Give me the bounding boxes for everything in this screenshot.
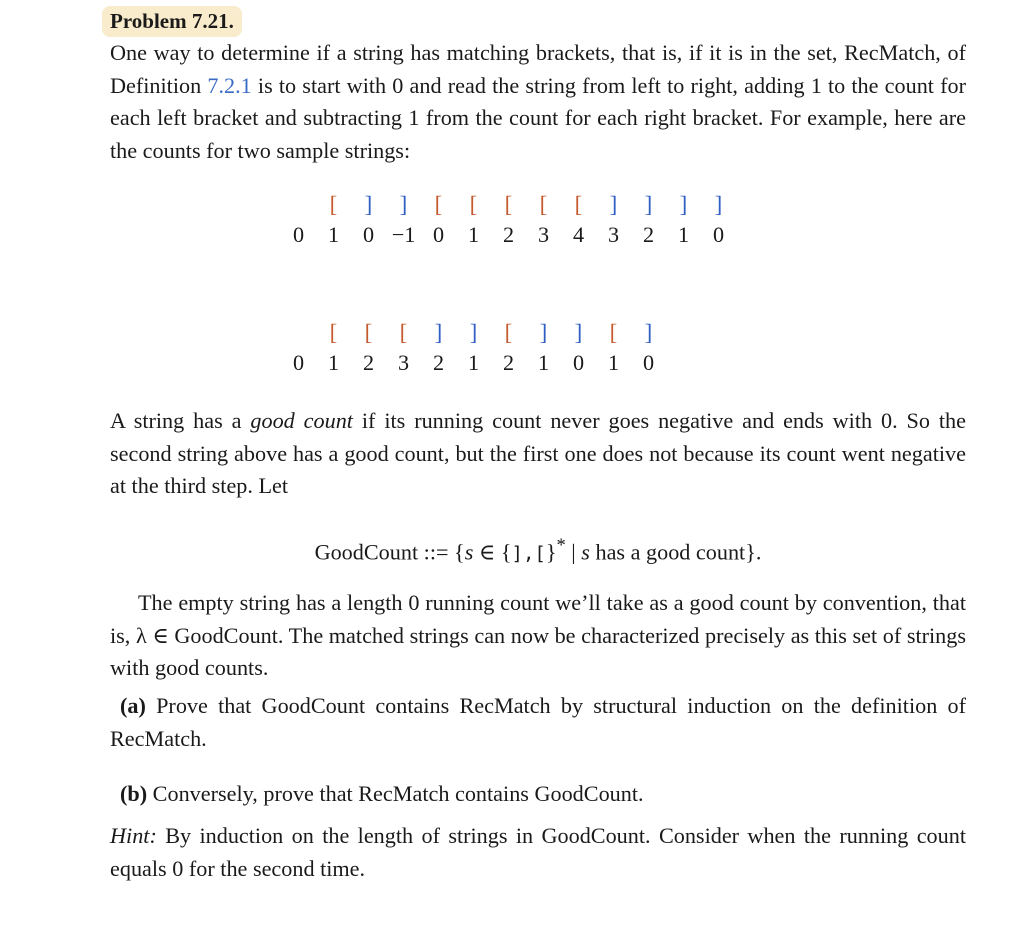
part-b <box>110 778 966 811</box>
running-count: 1 <box>467 222 480 247</box>
left-bracket: [ <box>469 192 478 217</box>
right-bracket: ] <box>679 192 688 217</box>
example-2-table <box>281 318 666 378</box>
running-count: 0 <box>292 222 305 247</box>
count-column <box>596 318 631 378</box>
count-column <box>351 318 386 378</box>
count-column <box>281 190 316 250</box>
running-count: 4 <box>572 222 585 247</box>
right-bracket: ] <box>539 320 548 345</box>
formula-rhs: has a good count}. <box>589 539 762 565</box>
intro-paragraph <box>110 37 966 167</box>
count-column <box>456 190 491 250</box>
left-bracket: [ <box>364 320 373 345</box>
formula-star: * <box>556 536 566 556</box>
formula-lhs: GoodCount ::= { <box>314 539 465 565</box>
count-column <box>596 190 631 250</box>
right-bracket: ] <box>609 192 618 217</box>
example-1-table <box>281 190 736 250</box>
running-count: 1 <box>677 222 690 247</box>
running-count: 3 <box>397 350 410 375</box>
right-bracket: ] <box>399 192 408 217</box>
left-bracket: [ <box>399 320 408 345</box>
count-column <box>386 190 421 250</box>
left-bracket: [ <box>434 192 443 217</box>
running-count: 1 <box>537 350 550 375</box>
running-count: 1 <box>467 350 480 375</box>
part-b-label: (b) <box>120 781 148 806</box>
part-a <box>110 690 966 755</box>
count-column <box>701 190 736 250</box>
count-column <box>526 318 561 378</box>
running-count: 0 <box>712 222 725 247</box>
count-column <box>281 318 316 378</box>
right-bracket: ] <box>434 320 443 345</box>
count-column <box>351 190 386 250</box>
left-bracket: [ <box>574 192 583 217</box>
formula-var-s: s <box>464 539 474 565</box>
count-column <box>561 190 596 250</box>
right-bracket: ] <box>364 192 373 217</box>
good-count-text-2: if its running count never goes negative and ends with 0. So the second string above has a good count, but the first one does not because its count went negative at the third step. Let <box>110 408 966 498</box>
formula-elem: ∈ { <box>473 539 512 565</box>
count-column <box>526 190 561 250</box>
problem-heading: Problem 7.21. <box>102 6 242 37</box>
running-count: 1 <box>327 222 340 247</box>
count-column <box>491 318 526 378</box>
right-bracket: ] <box>469 320 478 345</box>
left-bracket: [ <box>504 320 513 345</box>
count-column <box>316 318 351 378</box>
left-bracket: [ <box>329 192 338 217</box>
count-column <box>631 318 666 378</box>
count-column <box>421 190 456 250</box>
right-bracket: ] <box>644 320 653 345</box>
left-bracket: [ <box>539 192 548 217</box>
running-count: 2 <box>432 350 445 375</box>
running-count: 2 <box>362 350 375 375</box>
formula-close: } <box>545 539 557 565</box>
right-bracket: ] <box>574 320 583 345</box>
intro-text-1: One way to determine if a string has matching brackets, that is, if it is in the set, RecMatch, of Definition <box>110 40 966 98</box>
running-count: −1 <box>391 222 416 247</box>
count-column <box>421 318 456 378</box>
left-bracket: [ <box>609 320 618 345</box>
part-a-text: Prove that GoodCount contains RecMatch by structural induction on the definition of RecMatch. <box>110 693 966 751</box>
definition-link[interactable]: 7.2.1 <box>207 72 252 98</box>
formula-var-s2: s <box>581 539 590 565</box>
running-count: 2 <box>642 222 655 247</box>
left-bracket: [ <box>329 320 338 345</box>
formula-bar: | <box>565 539 582 565</box>
part-a-label: (a) <box>120 693 146 718</box>
left-bracket: [ <box>504 192 513 217</box>
good-count-text-1: A string has a <box>110 408 251 433</box>
running-count: 0 <box>292 350 305 375</box>
count-column <box>666 190 701 250</box>
intro-text-2: is to start with 0 and read the string from left to right, adding 1 to the count for each left bracket and subtracting 1 from the count for each right bracket. For example, here are the counts for two sample strings: <box>110 72 966 163</box>
count-column <box>561 318 596 378</box>
count-column <box>631 190 666 250</box>
count-column <box>316 190 351 250</box>
running-count: 2 <box>502 350 515 375</box>
right-bracket: ] <box>714 192 723 217</box>
formula-brackets: ],[ <box>511 542 546 565</box>
running-count: 0 <box>642 350 655 375</box>
running-count: 0 <box>432 222 445 247</box>
count-column <box>386 318 421 378</box>
running-count: 0 <box>362 222 375 247</box>
good-count-paragraph <box>110 405 966 503</box>
hint-label: Hint: <box>110 823 157 848</box>
hint-paragraph <box>110 820 966 885</box>
running-count: 2 <box>502 222 515 247</box>
right-bracket: ] <box>644 192 653 217</box>
empty-string-text: The empty string has a length 0 running count we’ll take as a good count by convention, that is, λ ∈ GoodCount. The matched strings can now be characterized precisely as this set of strings with good counts. <box>110 590 966 680</box>
running-count: 1 <box>327 350 340 375</box>
part-b-text: Conversely, prove that RecMatch contains GoodCount. <box>147 781 644 806</box>
good-count-term: good count <box>250 408 353 433</box>
running-count: 1 <box>607 350 620 375</box>
count-column <box>456 318 491 378</box>
running-count: 3 <box>607 222 620 247</box>
goodcount-formula <box>110 530 966 569</box>
hint-text: By induction on the length of strings in GoodCount. Consider when the running count equals 0 for the second time. <box>110 823 966 881</box>
running-count: 0 <box>572 350 585 375</box>
running-count: 3 <box>537 222 550 247</box>
count-column <box>491 190 526 250</box>
empty-string-paragraph <box>110 587 966 685</box>
